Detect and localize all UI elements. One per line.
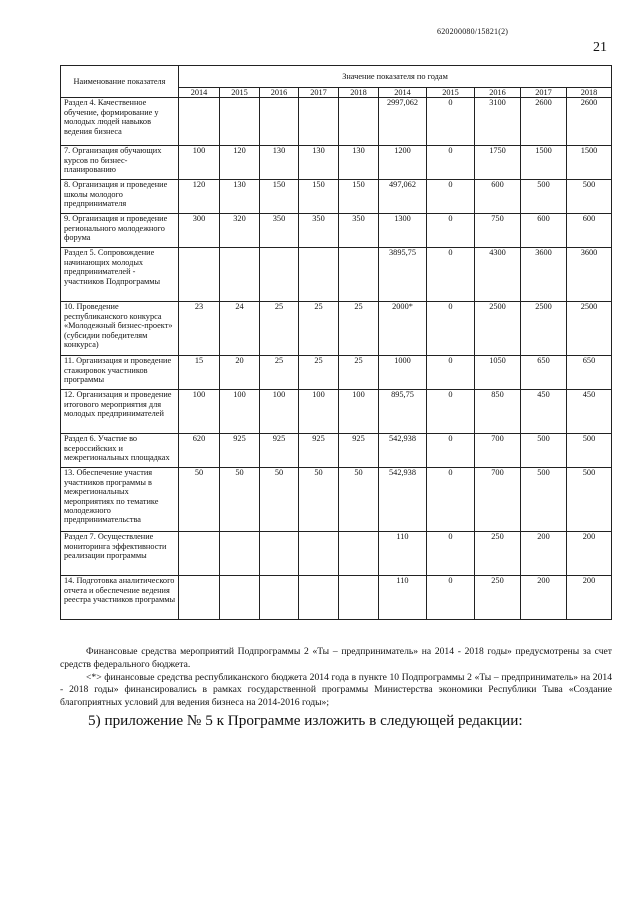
value-cell: 100 [179, 390, 220, 434]
value-cell: 200 [567, 532, 612, 576]
value-cell: 25 [260, 356, 299, 390]
footnote-asterisk: <*> финансовые средства республиканского бюджета 2014 года в пункте 10 Подпрограммы 2 «Ты – предприниматель» на 2014 - 2018 годы» финансировались в рамках государственной программы Министерства экономики Республики Тыва «Создание благоприятных условий для ведения бизнеса на 2014-2016 годы»; [60, 671, 612, 709]
row-name: 9. Организация и проведение регионального молодежного форума [61, 214, 179, 248]
value-cell: 50 [339, 468, 379, 532]
indicators-table [60, 65, 612, 620]
year-header: 2015 [427, 88, 475, 98]
value-cell [260, 98, 299, 146]
value-cell: 100 [299, 390, 339, 434]
page-number: 21 [593, 40, 607, 55]
year-header: 2018 [567, 88, 612, 98]
value-cell: 2500 [475, 302, 521, 356]
value-cell: 0 [427, 248, 475, 302]
value-cell: 0 [427, 146, 475, 180]
value-cell: 100 [179, 146, 220, 180]
header-group: Значение показателя по годам [179, 66, 612, 88]
value-cell: 300 [179, 214, 220, 248]
value-cell: 3600 [567, 248, 612, 302]
value-cell: 925 [339, 434, 379, 468]
value-cell: 0 [427, 356, 475, 390]
value-cell: 25 [260, 302, 299, 356]
value-cell: 110 [379, 532, 427, 576]
value-cell: 320 [220, 214, 260, 248]
value-cell: 1750 [475, 146, 521, 180]
value-cell: 25 [299, 356, 339, 390]
value-cell: 130 [299, 146, 339, 180]
value-cell: 0 [427, 576, 475, 620]
value-cell: 450 [567, 390, 612, 434]
value-cell: 130 [220, 180, 260, 214]
footnotes [60, 646, 612, 710]
value-cell [179, 248, 220, 302]
value-cell: 130 [260, 146, 299, 180]
year-header: 2018 [339, 88, 379, 98]
value-cell: 2997,062 [379, 98, 427, 146]
value-cell: 0 [427, 98, 475, 146]
value-cell: 2500 [567, 302, 612, 356]
value-cell [179, 98, 220, 146]
row-name: 12. Организация и проведение итогового мероприятия для молодых предпринимателей [61, 390, 179, 434]
value-cell [299, 576, 339, 620]
year-header: 2014 [179, 88, 220, 98]
year-header: 2017 [521, 88, 567, 98]
value-cell: 50 [179, 468, 220, 532]
value-cell [179, 532, 220, 576]
value-cell: 350 [260, 214, 299, 248]
value-cell: 500 [521, 468, 567, 532]
value-cell: 0 [427, 434, 475, 468]
value-cell: 150 [260, 180, 299, 214]
value-cell: 542,938 [379, 468, 427, 532]
value-cell: 0 [427, 468, 475, 532]
value-cell: 1300 [379, 214, 427, 248]
value-cell [220, 532, 260, 576]
value-cell: 700 [475, 434, 521, 468]
value-cell: 750 [475, 214, 521, 248]
table-row [61, 302, 612, 356]
value-cell: 700 [475, 468, 521, 532]
table-row [61, 180, 612, 214]
value-cell: 925 [220, 434, 260, 468]
year-header: 2016 [475, 88, 521, 98]
value-cell: 600 [475, 180, 521, 214]
value-cell: 925 [299, 434, 339, 468]
table-row [61, 146, 612, 180]
value-cell: 1050 [475, 356, 521, 390]
value-cell: 0 [427, 180, 475, 214]
value-cell [299, 98, 339, 146]
table-row [61, 468, 612, 532]
value-cell: 650 [567, 356, 612, 390]
value-cell: 500 [567, 434, 612, 468]
value-cell: 130 [339, 146, 379, 180]
year-header: 2014 [379, 88, 427, 98]
value-cell [260, 248, 299, 302]
value-cell [339, 576, 379, 620]
value-cell: 620 [179, 434, 220, 468]
value-cell [339, 532, 379, 576]
value-cell [339, 248, 379, 302]
value-cell: 24 [220, 302, 260, 356]
footnote-funding: Финансовые средства мероприятий Подпрограммы 2 «Ты – предприниматель» на 2014 - 2018 годы» предусмотрены за счет средств федерального бюджета. [60, 646, 612, 670]
value-cell: 500 [567, 468, 612, 532]
header-name: Наименование показателя [61, 66, 179, 98]
value-cell: 500 [567, 180, 612, 214]
value-cell: 500 [521, 180, 567, 214]
value-cell: 120 [179, 180, 220, 214]
value-cell: 350 [299, 214, 339, 248]
value-cell: 925 [260, 434, 299, 468]
value-cell: 25 [299, 302, 339, 356]
value-cell: 1200 [379, 146, 427, 180]
value-cell: 50 [260, 468, 299, 532]
row-name: 8. Организация и проведение школы молодого предпринимателя [61, 180, 179, 214]
value-cell: 600 [521, 214, 567, 248]
value-cell: 15 [179, 356, 220, 390]
value-cell: 3600 [521, 248, 567, 302]
value-cell: 100 [260, 390, 299, 434]
value-cell [220, 248, 260, 302]
document-id: 620200080/15821(2) [437, 27, 509, 36]
value-cell [299, 248, 339, 302]
table-row [61, 532, 612, 576]
value-cell: 200 [521, 532, 567, 576]
row-name: Раздел 5. Сопровождение начинающих молодых предпринимателей - участников Подпрограммы [61, 248, 179, 302]
row-name: 10. Проведение республиканского конкурса «Молодежный бизнес-проект» (субсидии победителям конкурса) [61, 302, 179, 356]
value-cell: 542,938 [379, 434, 427, 468]
value-cell: 450 [521, 390, 567, 434]
value-cell: 0 [427, 214, 475, 248]
value-cell: 3100 [475, 98, 521, 146]
value-cell: 500 [521, 434, 567, 468]
year-header: 2015 [220, 88, 260, 98]
value-cell: 2600 [521, 98, 567, 146]
value-cell: 0 [427, 302, 475, 356]
value-cell: 0 [427, 390, 475, 434]
value-cell: 250 [475, 576, 521, 620]
value-cell: 200 [567, 576, 612, 620]
value-cell: 497,062 [379, 180, 427, 214]
value-cell: 120 [220, 146, 260, 180]
value-cell: 0 [427, 532, 475, 576]
year-header: 2017 [299, 88, 339, 98]
value-cell [179, 576, 220, 620]
table-row [61, 98, 612, 146]
value-cell: 200 [521, 576, 567, 620]
row-name: Раздел 4. Качественное обучение, формирование у молодых людей навыков ведения бизнеса [61, 98, 179, 146]
row-name: Раздел 6. Участие во всероссийских и межрегиональных площадках [61, 434, 179, 468]
table-row [61, 356, 612, 390]
value-cell: 2600 [567, 98, 612, 146]
value-cell: 4300 [475, 248, 521, 302]
value-cell: 250 [475, 532, 521, 576]
row-name: 11. Организация и проведение стажировок участников программы [61, 356, 179, 390]
value-cell [299, 532, 339, 576]
value-cell [260, 532, 299, 576]
value-cell: 20 [220, 356, 260, 390]
table-row [61, 576, 612, 620]
row-name: 7. Организация обучающих курсов по бизнес-планированию [61, 146, 179, 180]
value-cell: 650 [521, 356, 567, 390]
value-cell: 50 [299, 468, 339, 532]
value-cell: 350 [339, 214, 379, 248]
value-cell: 2500 [521, 302, 567, 356]
value-cell: 895,75 [379, 390, 427, 434]
value-cell: 1000 [379, 356, 427, 390]
row-name: 13. Обеспечение участия участников программы в межрегиональных мероприятиях по тематике молодежного предпринимательства [61, 468, 179, 532]
value-cell: 23 [179, 302, 220, 356]
value-cell: 25 [339, 302, 379, 356]
value-cell [220, 98, 260, 146]
value-cell: 3895,75 [379, 248, 427, 302]
value-cell: 850 [475, 390, 521, 434]
amendment-line: 5) приложение № 5 к Программе изложить в следующей редакции: [88, 712, 523, 729]
value-cell: 1500 [521, 146, 567, 180]
table-row [61, 390, 612, 434]
table-row [61, 248, 612, 302]
row-name: Раздел 7. Осуществление мониторинга эффективности реализации программы [61, 532, 179, 576]
value-cell: 1500 [567, 146, 612, 180]
value-cell: 100 [220, 390, 260, 434]
year-header: 2016 [260, 88, 299, 98]
value-cell [260, 576, 299, 620]
value-cell: 100 [339, 390, 379, 434]
value-cell: 150 [339, 180, 379, 214]
value-cell: 25 [339, 356, 379, 390]
value-cell [339, 98, 379, 146]
value-cell: 2000* [379, 302, 427, 356]
value-cell: 50 [220, 468, 260, 532]
value-cell: 110 [379, 576, 427, 620]
value-cell: 150 [299, 180, 339, 214]
table-row [61, 434, 612, 468]
table-row [61, 214, 612, 248]
value-cell: 600 [567, 214, 612, 248]
row-name: 14. Подготовка аналитического отчета и обеспечение ведения реестра участников программы [61, 576, 179, 620]
value-cell [220, 576, 260, 620]
